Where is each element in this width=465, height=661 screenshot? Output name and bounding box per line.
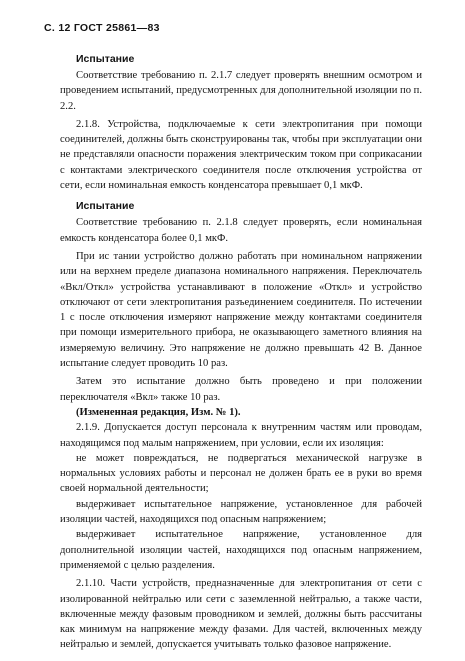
paragraph-test-procedure: При ис тании устройство должно работать при номинальном напряжении или на верхнем пределе диапазона номинального напряжения. Переключатель «Вкл/Откл» устройства устанавливают в положение «Откл» и устройство отключают от сети электропитания разъединением соединителя. По истечении 1 с после отключения измеряют напряжение между контактами соединителя при помощи измерительного прибора, не оказывающего заметного влияния на измеряемую величину. Это напряжение не должно превышать 42 В. Данное испытание следует проводить 10 раз. <box>60 250 422 370</box>
list-item-not-damaged: не может повреждаться, не подвергаться механической нагрузке в нормальных условиях работы и персонал не должен брать ее в руки во время своей нормальной деятельности; <box>60 452 422 495</box>
paragraph-requirement-2-1-7-test: Соответствие требованию п. 2.1.7 следует проверять внешним осмотром и проведением испытаний, предусмотренных для дополнительной изоляции по п. 2.2. <box>60 70 422 112</box>
paragraph-repeat-test: Затем это испытание должно быть проведено и при положении переключателя «Вкл» также 10 раз. <box>60 376 422 403</box>
list-item-additional-insulation: выдерживает испытательное напряжение, установленное для дополнительной изоляции частей, находящихся под опасным напряжением, применяемой с целью разделения. <box>60 529 422 571</box>
amendment-note: (Измененная редакция, Изм. № 1). <box>76 406 241 418</box>
section-heading-test-2: Испытание <box>76 200 135 213</box>
paragraph-clause-2-1-9: 2.1.9. Допускается доступ персонала к внутренним частям или проводам, находящимся под малым напряжением, при условии, если их изоляция: <box>60 422 422 449</box>
paragraph-clause-2-1-8: 2.1.8. Устройства, подключаемые к сети электропитания при помощи соединителей, должны быть сконструированы так, чтобы при эксплуатации они не представляли опасности поражения электрическим током при соприкасании с контактами электрического соединителя после отключения устройства от сети, если номинальная емкость конденсатора превышает 0,1 мкФ. <box>60 118 422 192</box>
paragraph-clause-2-1-10: 2.1.10. Части устройств, предназначенные для электропитания от сети с изолированной нейтралью или сети с заземленной нейтралью, а также части, включенные между фазовым проводником и землей, должны быть рассчитаны как минимум на напряжение между фазами. Для частей, включенных между нейтралью и землей, допускается учитывать только фазовое напряжение. <box>60 578 422 651</box>
list-item-working-insulation: выдерживает испытательное напряжение, установленное для рабочей изоляции частей, находящихся под опасным напряжением; <box>60 498 422 526</box>
section-heading-test-1: Испытание <box>76 53 135 65</box>
document-body <box>60 52 422 653</box>
page-header: С. 12 ГОСТ 25861—83 <box>44 22 160 34</box>
paragraph-requirement-2-1-8-test: Соответствие требованию п. 2.1.8 следует проверять, если номинальная емкость конденсатора более 0,1 мкФ. <box>60 217 422 244</box>
